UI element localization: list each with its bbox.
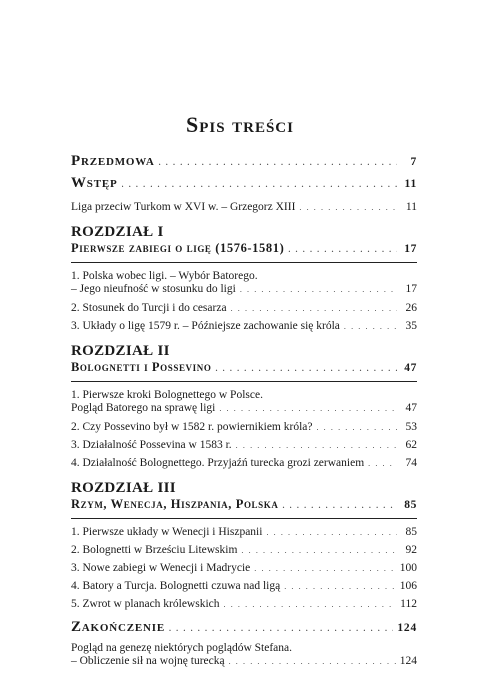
toc-entry-2-1[interactable] [71, 389, 417, 415]
entry-page: 106 [399, 580, 417, 592]
dot-leader [288, 245, 397, 254]
entry-title: 3. Działalność Possevina w 1583 r. [71, 439, 232, 451]
entry-page: 17 [405, 283, 417, 295]
entry-page: 85 [404, 499, 417, 511]
entry-title: Bolognetti i Possevino [71, 360, 212, 374]
entry-title-line1: Pogląd na genezę niektórych poglądów Stefana. [71, 642, 292, 654]
dot-leader [229, 655, 396, 668]
dot-leader [316, 423, 397, 432]
toc-entry-3-4[interactable] [71, 580, 417, 592]
toc-entry-przedmowa[interactable] [71, 153, 417, 170]
toc-entry-2-4[interactable] [71, 457, 417, 469]
toc-entry-1-3[interactable] [71, 320, 417, 332]
dot-leader [344, 322, 397, 331]
toc-entry-3-5[interactable] [71, 598, 417, 610]
entry-page: 100 [399, 562, 417, 574]
entry-title-line2: – Obliczenie sił na wojnę turecką [71, 655, 225, 667]
toc-entry-2-2[interactable] [71, 421, 417, 433]
toc-list [71, 153, 417, 668]
dot-leader [254, 564, 395, 573]
entry-title: 4. Batory a Turcja. Bolognetti czuwa nad ligą [71, 580, 281, 592]
dot-leader [266, 528, 397, 537]
entry-page: 47 [404, 362, 417, 374]
toc-entry-wstep[interactable] [71, 175, 417, 192]
chapter-1-label: ROZDZIAŁ I [71, 224, 164, 240]
entry-page: 11 [405, 201, 417, 213]
toc-entry-liga[interactable] [71, 201, 417, 213]
dot-leader [282, 501, 397, 510]
chapter-2-title[interactable] [71, 360, 417, 375]
entry-page: 74 [405, 457, 417, 469]
entry-page: 112 [400, 598, 417, 610]
dot-leader [241, 546, 397, 555]
entry-page: 124 [399, 655, 417, 667]
chapter-2-label: ROZDZIAŁ II [71, 343, 170, 359]
entry-title: Przedmowa [71, 153, 155, 169]
entry-title-line2: Pogląd Batorego na sprawę ligi [71, 402, 216, 414]
entry-page: 62 [405, 439, 417, 451]
dot-leader [219, 402, 397, 415]
dot-leader [215, 364, 397, 373]
entry-page: 53 [405, 421, 417, 433]
toc-entry-1-1[interactable] [71, 270, 417, 296]
chapter-1-rule [71, 262, 417, 263]
entry-title-line1: 1. Polska wobec ligi. – Wybór Batorego. [71, 270, 258, 282]
entry-page: 92 [405, 544, 417, 556]
entry-title: Rzym, Wenecja, Hiszpania, Polska [71, 497, 279, 511]
entry-title: Pierwsze zabiegi o ligę (1576-1581) [71, 241, 285, 255]
dot-leader [231, 304, 397, 313]
toc-entry-1-2[interactable] [71, 302, 417, 314]
dot-leader [224, 600, 397, 609]
toc-entry-poglad[interactable] [71, 642, 417, 668]
entry-page: 35 [405, 320, 417, 332]
entry-title: 4. Działalność Bolognettego. Przyjaźń turecka grozi zerwaniem [71, 457, 365, 469]
entry-title: Wstęp [71, 175, 118, 191]
entry-page: 26 [405, 302, 417, 314]
dot-leader [368, 459, 397, 468]
toc-entry-zakonczenie[interactable] [71, 619, 417, 636]
entry-page: 124 [397, 622, 417, 634]
entry-page: 17 [404, 243, 417, 255]
entry-title: 3. Nowe zabiegi w Wenecji i Madrycie [71, 562, 251, 574]
dot-leader [284, 582, 396, 591]
dot-leader [169, 624, 393, 633]
entry-page: 7 [410, 156, 417, 168]
toc-title: Spis treści [186, 112, 294, 137]
dot-leader [236, 441, 397, 450]
entry-title: 2. Bolognetti w Brześciu Litewskim [71, 544, 238, 556]
entry-title: Liga przeciw Turkom w XVI w. – Grzegorz XIII [71, 201, 296, 213]
dot-leader [159, 158, 397, 167]
entry-page: 85 [405, 526, 417, 538]
entry-title: Zakończenie [71, 619, 165, 635]
toc-entry-3-1[interactable] [71, 526, 417, 538]
entry-title: 2. Czy Possevino był w 1582 r. powiernikiem króla? [71, 421, 313, 433]
entry-title-line1: 1. Pierwsze kroki Bolognettego w Polsce. [71, 389, 263, 401]
entry-title-line2: – Jego nieufność w stosunku do ligi [71, 283, 236, 295]
dot-leader [122, 180, 397, 189]
toc-entry-3-2[interactable] [71, 544, 417, 556]
entry-page: 11 [404, 178, 417, 190]
chapter-1-title[interactable] [71, 241, 417, 256]
chapter-2-rule [71, 381, 417, 382]
chapter-3-title[interactable] [71, 497, 417, 512]
toc-entry-3-3[interactable] [71, 562, 417, 574]
dot-leader [299, 203, 397, 212]
entry-title: 1. Pierwsze układy w Wenecji i Hiszpanii [71, 526, 263, 538]
chapter-3-label: ROZDZIAŁ III [71, 480, 176, 496]
dot-leader [240, 283, 397, 296]
entry-title: 3. Układy o ligę 1579 r. – Późniejsze zachowanie się króla [71, 320, 340, 332]
entry-title: 5. Zwrot w planach królewskich [71, 598, 220, 610]
entry-page: 47 [405, 402, 417, 414]
entry-title: 2. Stosunek do Turcji i do cesarza [71, 302, 227, 314]
chapter-3-rule [71, 518, 417, 519]
toc-entry-2-3[interactable] [71, 439, 417, 451]
